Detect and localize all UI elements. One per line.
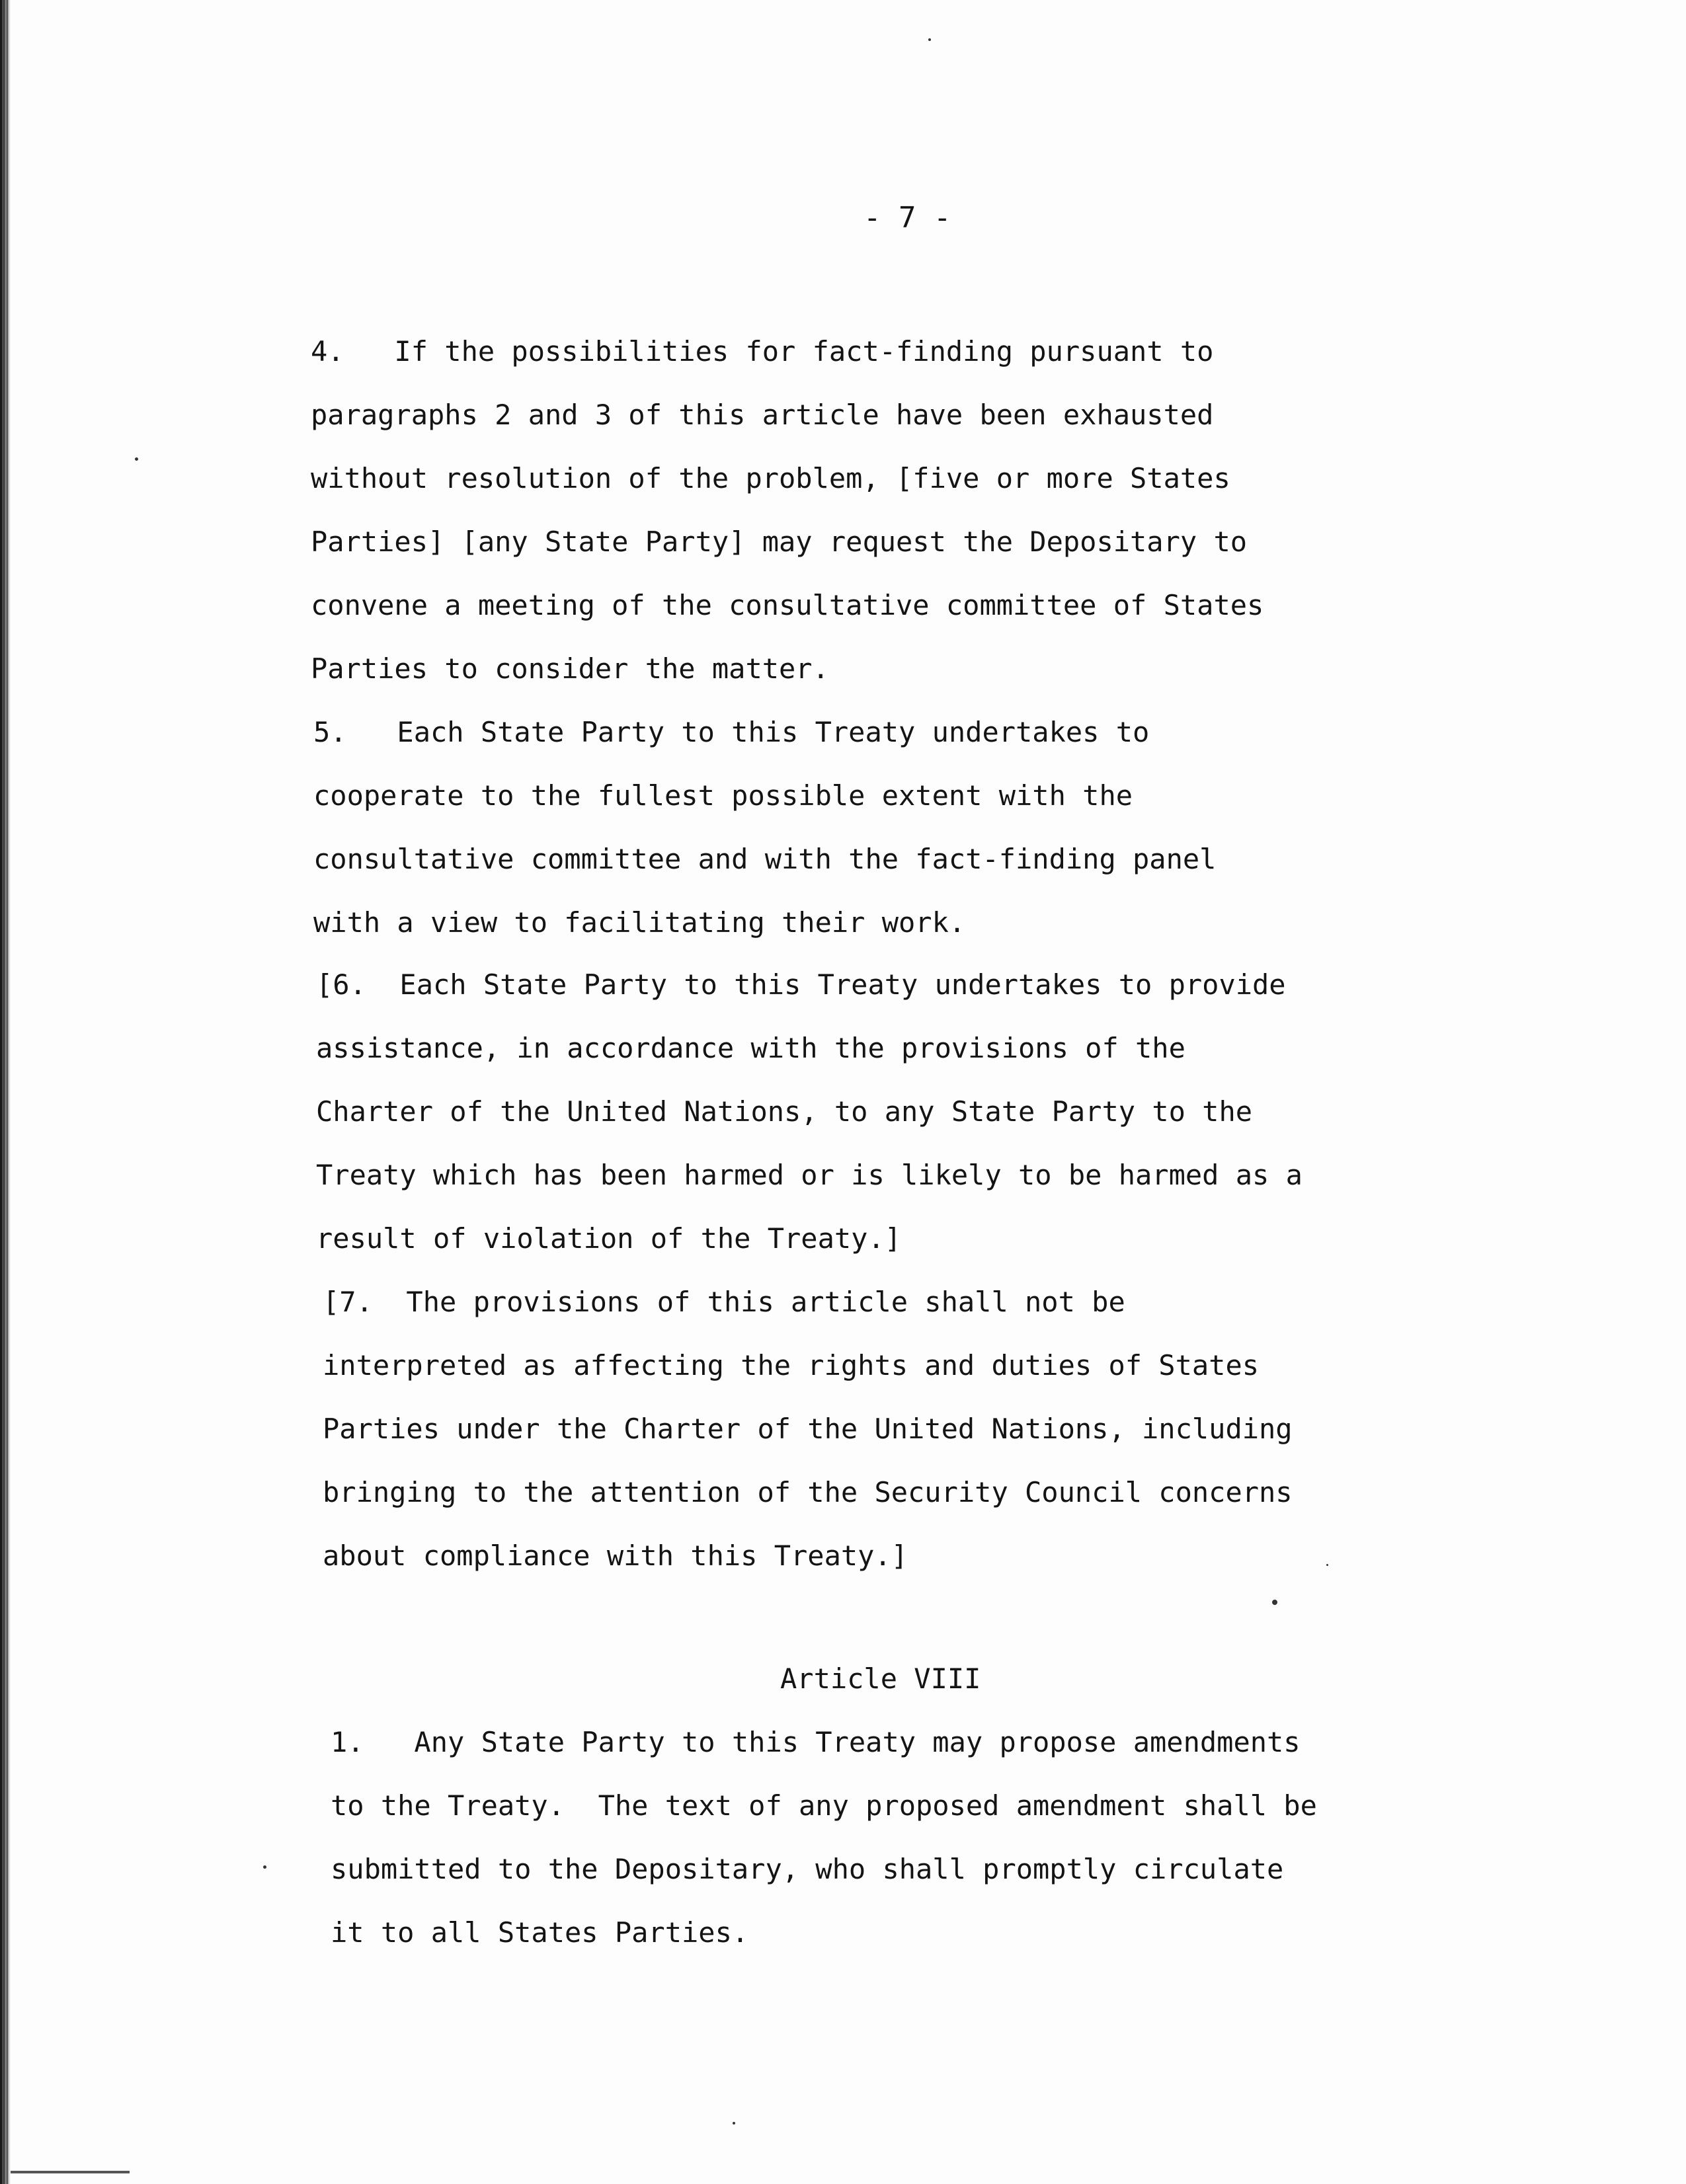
text-line: convene a meeting of the consultative committee of States	[311, 589, 1264, 621]
text-line: submitted to the Depositary, who shall promptly circulate	[331, 1853, 1284, 1885]
text-line: Parties] [any State Party] may request the Depositary to	[311, 526, 1248, 558]
text-line: 5. Each State Party to this Treaty undertakes to	[313, 716, 1150, 748]
scan-speck	[928, 38, 931, 41]
text-line: cooperate to the fullest possible extent with the	[313, 779, 1133, 812]
scan-speck	[733, 2122, 735, 2125]
text-line: paragraphs 2 and 3 of this article have been exhausted	[311, 399, 1214, 431]
text-line: 1. Any State Party to this Treaty may propose amendments	[331, 1726, 1301, 1758]
text-line: Charter of the United Nations, to any State Party to the	[316, 1095, 1253, 1128]
text-line: to the Treaty. The text of any proposed amendment shall be	[331, 1789, 1317, 1822]
scan-speck	[1272, 1600, 1277, 1605]
text-line: Parties to consider the matter.	[311, 652, 829, 685]
text-line: bringing to the attention of the Security Council concerns	[323, 1476, 1293, 1508]
text-line: Treaty which has been harmed or is likely to be harmed as a	[316, 1159, 1303, 1191]
text-line: with a view to facilitating their work.	[313, 906, 966, 939]
scan-speck	[1326, 1564, 1328, 1566]
scan-binding-edge	[0, 0, 11, 2184]
scan-speck	[135, 457, 138, 461]
page-number: - 7 -	[863, 201, 951, 235]
text-line: about compliance with this Treaty.]	[323, 1540, 908, 1572]
text-line: interpreted as affecting the rights and duties of States	[323, 1349, 1260, 1382]
scan-speck	[263, 1865, 266, 1869]
article-heading: Article VIII	[780, 1662, 981, 1695]
text-line: [7. The provisions of this article shall not be	[323, 1286, 1125, 1318]
text-line: 4. If the possibilities for fact-finding pursuant to	[311, 335, 1214, 368]
text-line: it to all States Parties.	[331, 1916, 749, 1949]
text-line: result of violation of the Treaty.]	[316, 1222, 902, 1255]
text-line: Parties under the Charter of the United Nations, including	[323, 1413, 1293, 1445]
text-line: assistance, in accordance with the provisions of the	[316, 1032, 1185, 1064]
text-line: consultative committee and with the fact-finding panel	[313, 843, 1217, 875]
scan-bottom-rule	[11, 2171, 130, 2173]
text-line: without resolution of the problem, [five or more States	[311, 462, 1230, 494]
text-line: [6. Each State Party to this Treaty undertakes to provide	[316, 968, 1286, 1001]
